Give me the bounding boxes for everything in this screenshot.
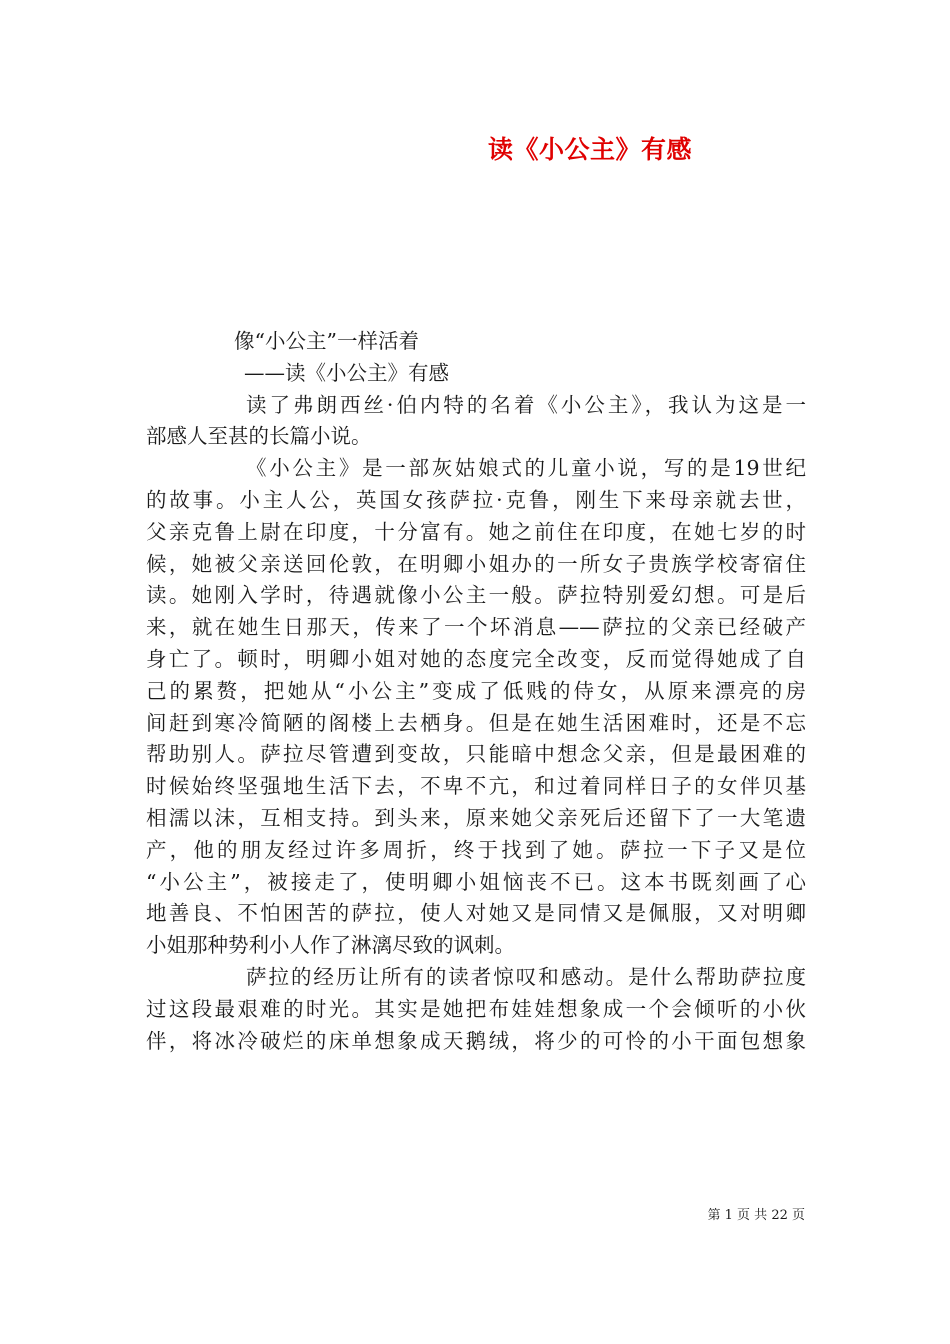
paragraph-line: 时候始终坚强地生活下去，不卑不亢，和过着同样日子的女伴贝基 — [146, 774, 806, 799]
paragraph-line: “小公主”，被接走了，使明卿小姐恼丧不已。这本书既刻画了心 — [146, 869, 806, 894]
paragraph-line: 候，她被父亲送回伦敦，在明卿小姐办的一所女子贵族学校寄宿住 — [146, 551, 806, 576]
paragraph-line: 己的累赘，把她从“小公主”变成了低贱的侍女，从原来漂亮的房 — [146, 678, 806, 703]
paragraph-line: 伴，将冰冷破烂的床单想象成天鹅绒，将少的可怜的小干面包想象 — [146, 1028, 806, 1053]
subtitle-line: ——读《小公主》有感 — [244, 360, 449, 385]
paragraph-line: 《小公主》是一部灰姑娘式的儿童小说，写的是19世纪 — [246, 456, 806, 481]
subtitle-line: 像“小公主”一样活着 — [234, 329, 419, 353]
paragraph-line: 相濡以沫，互相支持。到头来，原来她父亲死后还留下了一大笔遗 — [146, 805, 806, 830]
paragraph-line: 父亲克鲁上尉在印度，十分富有。她之前住在印度，在她七岁的时 — [146, 519, 806, 544]
paragraph-line: 来，就在她生日那天，传来了一个坏消息——萨拉的父亲已经破产 — [146, 615, 806, 640]
paragraph-line: 读了弗朗西丝·伯内特的名着《小公主》，我认为这是一 — [246, 392, 806, 417]
page-number-footer: 第 1 页 共 22 页 — [707, 1208, 805, 1223]
paragraph-line: 产，他的朋友经过许多周折，终于找到了她。萨拉一下子又是位 — [146, 837, 806, 862]
paragraph-line: 萨拉的经历让所有的读者惊叹和感动。是什么帮助萨拉度 — [246, 964, 806, 989]
paragraph-line: 小姐那种势利小人作了淋漓尽致的讽刺。 — [146, 933, 515, 958]
paragraph-line: 帮助别人。萨拉尽管遭到变故，只能暗中想念父亲，但是最困难的 — [146, 742, 806, 767]
paragraph-line: 身亡了。顿时，明卿小姐对她的态度完全改变，反而觉得她成了自 — [146, 646, 806, 671]
document-body — [146, 326, 806, 1057]
paragraph-line: 过这段最艰难的时光。其实是她把布娃娃想象成一个会倾听的小伙 — [146, 996, 806, 1021]
paragraph-line: 地善良、不怕困苦的萨拉，使人对她又是同情又是佩服，又对明卿 — [146, 901, 806, 926]
paragraph-line: 的故事。小主人公，英国女孩萨拉·克鲁，刚生下来母亲就去世， — [146, 487, 806, 512]
paragraph-line: 部感人至甚的长篇小说。 — [146, 424, 372, 449]
paragraph-line: 间赶到寒冷简陋的阁楼上去栖身。但是在她生活困难时，还是不忘 — [146, 710, 806, 735]
document-title: 读《小公主》有感 — [487, 135, 692, 164]
paragraph-line: 读。她刚入学时，待遇就像小公主一般。萨拉特别爱幻想。可是后 — [146, 583, 806, 608]
